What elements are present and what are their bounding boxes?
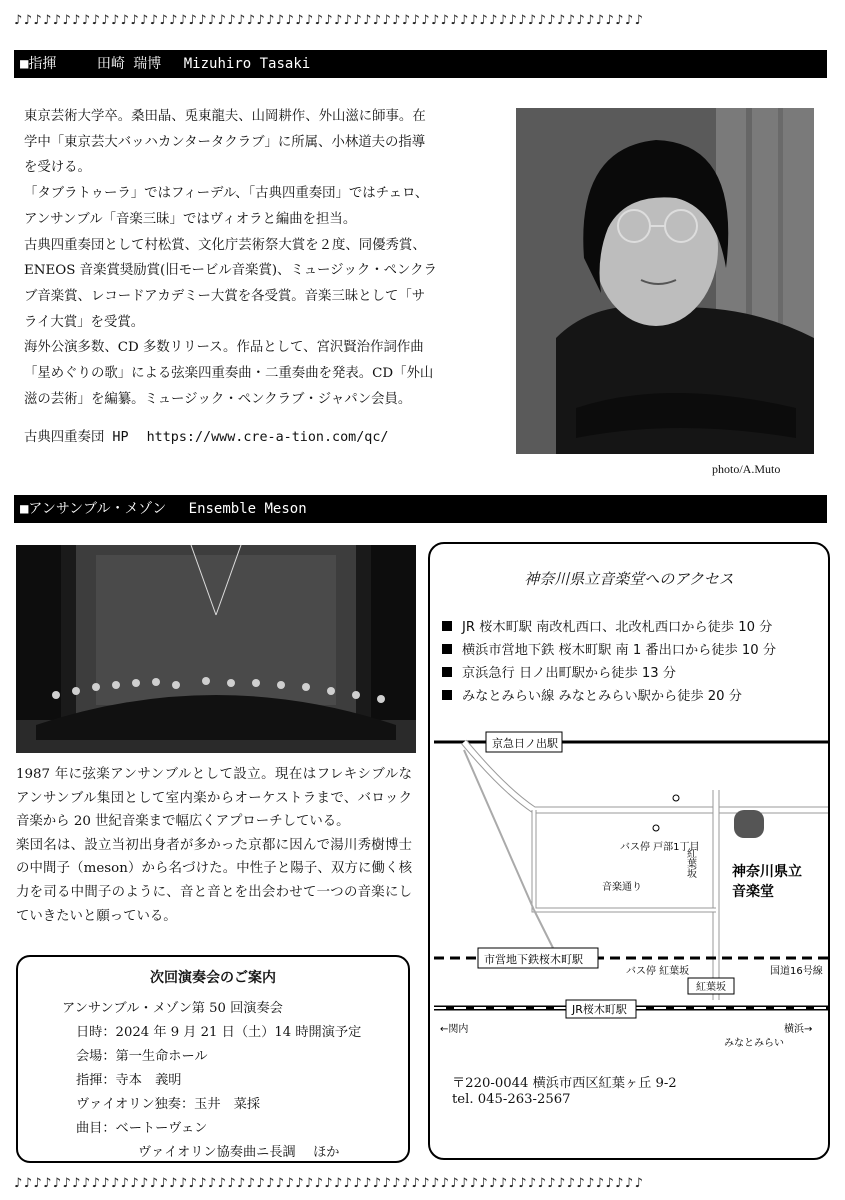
bio-line: 滋の芸術」を編纂。ミュージック・ペンクラブ・ジャパン会員。 <box>24 391 412 407</box>
map-label-momiji-vertical: 紅葉坂 <box>684 848 696 878</box>
bio-line: 「星めぐりの歌」による弦楽四重奏曲・二重奏曲を発表。CD「外山 <box>24 366 434 382</box>
access-box <box>428 542 830 1160</box>
route-item: JR 桜木町駅 南改札西口、北改札西口から徒歩 10 分 <box>442 616 772 635</box>
map-label-subway: 市営地下鉄桜木町駅 <box>484 953 583 966</box>
bio-line: ENEOS 音楽賞奨励賞(旧モービル音楽賞)、ミュージック・ペンクラ <box>24 263 437 279</box>
conductor-bio <box>24 104 472 412</box>
bio-line: ブ音楽賞、レコードアカデミー大賞を各受賞。音楽三昧として「サ <box>24 288 426 304</box>
ensemble-header <box>14 495 827 523</box>
hall-phone: tel. 045-263-2567 <box>452 1092 571 1107</box>
bio-line: 海外公演多数、CD 多数リリース。作品として、宮沢賢治作詞作曲 <box>24 340 424 356</box>
photo-credit: photo/A.Muto <box>712 462 781 476</box>
quartet-homepage <box>24 426 398 445</box>
map-label-kannai: ←関内 <box>440 1024 469 1035</box>
hp-label: 古典四重奏団 HP <box>24 430 129 445</box>
bullet-square-icon <box>442 690 452 700</box>
next-concert-box <box>16 955 410 1163</box>
conductor-name-ja: 田崎 瑞博 <box>96 56 162 72</box>
route-item: みなとみらい線 みなとみらい駅から徒歩 20 分 <box>442 685 742 704</box>
conductor-photo <box>516 108 814 454</box>
music-note-border-bottom: ♪♪♪♪♪♪♪♪♪♪♪♪♪♪♪♪♪♪♪♪♪♪♪♪♪♪♪♪♪♪♪♪♪♪♪♪♪♪♪♪♪♪♪♪♪♪♪♪♪♪♪♪♪♪♪♪♪♪♪♪♪♪♪♪♪ <box>14 1176 645 1191</box>
conductor-header <box>14 50 827 78</box>
map-label-route16: 国道16号線 <box>770 966 823 977</box>
map-label-momiji: 紅葉坂 <box>696 982 726 993</box>
map-label-jr: JR桜木町駅 <box>572 1003 627 1016</box>
concert-soloist: ヴァイオリン独奏：玉井 菜採 <box>76 1097 261 1112</box>
ensemble-heading-ja: ■アンサンブル・メゾン <box>20 501 167 517</box>
ensemble-paragraph: 1987 年に弦楽アンサンブルとして設立。現在はフレキシブルなアンサンブル集団として室内楽からオーケストラまで、バロック音楽から 20 世紀音楽まで幅広くアプローチしている。 <box>16 767 412 830</box>
ensemble-heading-en: Ensemble Meson <box>188 501 307 517</box>
bio-line: 東京芸術大学卒。桑田晶、兎東龍夫、山岡耕作、外山滋に師事。在 <box>24 109 426 124</box>
bio-line: 古典四重奏団として村松賞、文化庁芸術祭大賞を２度、同優秀賞、 <box>24 237 426 253</box>
map-label-minatomirai: みなとみらい <box>724 1038 784 1049</box>
route-item: 京浜急行 日ノ出町駅から徒歩 13 分 <box>442 662 676 681</box>
bio-line: 学中「東京芸大バッハカンタータクラブ」に所属、小林道夫の指導 <box>24 134 426 150</box>
hall-address: 〒220-0044 横浜市西区紅葉ヶ丘 9-2 <box>452 1076 677 1091</box>
hp-url-link[interactable]: https://www.cre-a-tion.com/qc/ <box>146 430 389 445</box>
access-title: 神奈川県立音楽堂へのアクセス <box>524 570 734 588</box>
map-label-hall-1: 神奈川県立 <box>732 864 802 880</box>
map-label-bus-top: バス停 戸部1丁目 <box>620 842 700 853</box>
concert-program-piece: ヴァイオリン協奏曲ニ長調 ほか <box>138 1145 340 1160</box>
map-label-yokohama: 横浜→ <box>784 1024 813 1035</box>
orchestra-stage-image <box>16 545 416 753</box>
concert-name: アンサンブル・メゾン第 50 回演奏会 <box>62 1001 283 1016</box>
conductor-role: ■指揮 <box>20 56 57 72</box>
bio-line: 「タブラトゥーラ」ではフィーデル、「古典四重奏団」ではチェロ、 <box>24 186 429 202</box>
music-note-border-top: ♪♪♪♪♪♪♪♪♪♪♪♪♪♪♪♪♪♪♪♪♪♪♪♪♪♪♪♪♪♪♪♪♪♪♪♪♪♪♪♪♪♪♪♪♪♪♪♪♪♪♪♪♪♪♪♪♪♪♪♪♪♪♪♪♪ <box>14 13 645 28</box>
concert-venue: 会場：第一生命ホール <box>76 1049 208 1064</box>
concert-photo <box>16 545 416 753</box>
map-label-keikyu: 京急日ノ出駅 <box>492 737 558 750</box>
bio-line: ライ大賞」を受賞。 <box>24 314 145 330</box>
concert-conductor: 指揮：寺本 義明 <box>76 1073 182 1088</box>
bio-line: を受ける。 <box>24 160 91 176</box>
ensemble-paragraph: 楽団名は、設立当初出身者が多かった京都に因んで湯川秀樹博士の中間子（meson）から名づけた。中性子と陽子、双方に働く核力を司る中間子のように、音と音とを出会わせて一つの音楽にしていきたいと願っている。 <box>16 837 412 924</box>
conductor-name-en: Mizuhiro Tasaki <box>183 56 311 72</box>
route-item: 横浜市営地下鉄 桜木町駅 南 1 番出口から徒歩 10 分 <box>442 639 776 658</box>
bullet-square-icon <box>442 621 452 631</box>
concert-program-label: 曲目：ベートーヴェン <box>76 1121 208 1136</box>
map-label-bus-bottom: バス停 紅葉坂 <box>626 966 690 977</box>
bullet-square-icon <box>442 667 452 677</box>
next-concert-title: 次回演奏会のご案内 <box>150 970 276 986</box>
concert-datetime: 日時：2024 年 9 月 21 日（土）14 時開演予定 <box>76 1025 362 1040</box>
bio-line: アンサンブル「音楽三昧」ではヴィオラと編曲を担当。 <box>24 211 357 227</box>
ensemble-description <box>16 763 412 928</box>
map-label-hall-2: 音楽堂 <box>732 884 774 900</box>
conductor-portrait-image <box>516 108 814 454</box>
access-map <box>434 720 828 1052</box>
bullet-square-icon <box>442 644 452 654</box>
map-label-ongaku-dori: 音楽通り <box>602 882 642 893</box>
